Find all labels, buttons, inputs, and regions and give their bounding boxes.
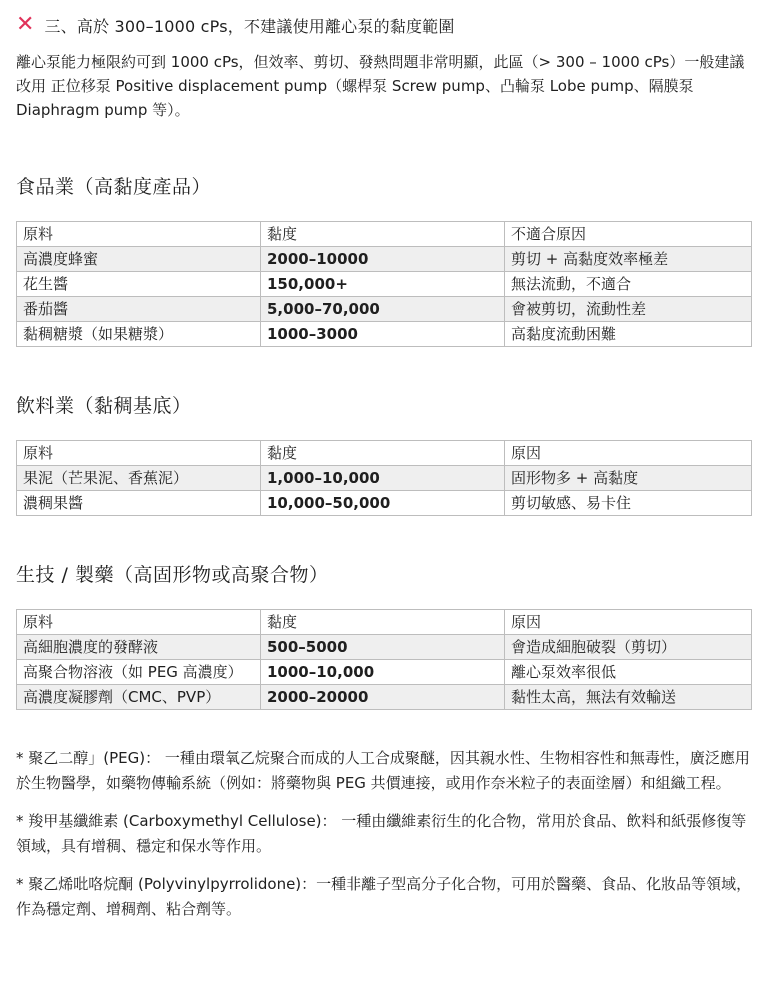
- document: [16, 10, 754, 935]
- section-heading: [16, 10, 754, 40]
- material-cell: 濃稠果醬: [17, 491, 261, 516]
- cross-mark-icon: ✕: [16, 12, 35, 37]
- reason-cell: 固形物多 + 高黏度: [505, 466, 752, 491]
- material-cell: 高細胞濃度的發酵液: [17, 635, 261, 660]
- table-row: [17, 466, 752, 491]
- header-cell: 黏度: [261, 610, 505, 635]
- reason-cell: 剪切敏感、易卡住: [505, 491, 752, 516]
- beverage-table: [16, 440, 752, 516]
- header-cell: 黏度: [261, 441, 505, 466]
- material-cell: 高濃度凝膠劑（CMC、PVP）: [17, 685, 261, 710]
- viscosity-cell: 1000–3000: [261, 322, 505, 347]
- header-cell: 原料: [17, 610, 261, 635]
- material-cell: 番茄醬: [17, 297, 261, 322]
- table-row: [17, 272, 752, 297]
- reason-cell: 黏性太高，無法有效輸送: [505, 685, 752, 710]
- material-cell: 高濃度蜂蜜: [17, 247, 261, 272]
- footnote-cmc: * 羧甲基纖維素 (Carboxymethyl Cellulose)： 一種由纖維素衍生的化合物，常用於食品、飲料和紙張修復等領域，具有增稠、穩定和保水等作用。: [16, 812, 747, 855]
- header-cell: 原料: [17, 441, 261, 466]
- material-cell: 黏稠糖漿（如果糖漿）: [17, 322, 261, 347]
- viscosity-cell: 1,000–10,000: [261, 466, 505, 491]
- material-cell: 花生醬: [17, 272, 261, 297]
- reason-cell: 會造成細胞破裂（剪切）: [505, 635, 752, 660]
- header-cell: 原因: [505, 610, 752, 635]
- footnote-peg: * 聚乙二醇」(PEG)： 一種由環氧乙烷聚合而成的人工合成聚醚，因其親水性、生物相容性和無毒性，廣泛應用於生物醫學，如藥物傳輸系統（例如：將藥物與 PEG 共價連接，或用作奈米粒子的表面塗層）和組織工程。: [16, 749, 750, 792]
- viscosity-cell: 5,000–70,000: [261, 297, 505, 322]
- section-title-beverage: 飲料業（黏稠基底）: [16, 395, 192, 417]
- viscosity-cell: 150,000+: [261, 272, 505, 297]
- header-cell: 不適合原因: [505, 222, 752, 247]
- table-row: [17, 297, 752, 322]
- header-cell: 原因: [505, 441, 752, 466]
- reason-cell: 離心泵效率很低: [505, 660, 752, 685]
- heading-text: 三、高於 300–1000 cPs，不建議使用離心泵的黏度範圍: [44, 16, 455, 36]
- viscosity-cell: 1000–10,000: [261, 660, 505, 685]
- biotech-table: [16, 609, 752, 710]
- header-cell: 黏度: [261, 222, 505, 247]
- viscosity-cell: 500–5000: [261, 635, 505, 660]
- material-cell: 果泥（芒果泥、香蕉泥）: [17, 466, 261, 491]
- header-cell: 原料: [17, 222, 261, 247]
- intro-paragraph: 離心泵能力極限約可到 1000 cPs，但效率、剪切、發熱問題非常明顯，此區（> 300 – 1000 cPs）一般建議改用 正位移泵 Positive displacement pump（螺桿泵 Screw pump、凸輪泵 Lobe pump、隔膜泵 Diaphragm pump 等）。: [16, 53, 745, 119]
- table-header-row: [17, 222, 752, 247]
- reason-cell: 無法流動，不適合: [505, 272, 752, 297]
- section-title-food: 食品業（高黏度產品）: [16, 176, 212, 198]
- table-row: [17, 635, 752, 660]
- table-row: [17, 660, 752, 685]
- table-row: [17, 247, 752, 272]
- table-row: [17, 685, 752, 710]
- reason-cell: 剪切 + 高黏度效率極差: [505, 247, 752, 272]
- table-header-row: [17, 610, 752, 635]
- table-row: [17, 322, 752, 347]
- section-title-biotech: 生技 / 製藥（高固形物或高聚合物）: [16, 564, 329, 586]
- material-cell: 高聚合物溶液（如 PEG 高濃度）: [17, 660, 261, 685]
- viscosity-cell: 2000–20000: [261, 685, 505, 710]
- table-header-row: [17, 441, 752, 466]
- footnotes: [16, 746, 754, 922]
- table-row: [17, 491, 752, 516]
- footnote-pvp: * 聚乙烯吡咯烷酮 (Polyvinylpyrrolidone)：一種非離子型高分子化合物，可用於醫藥、食品、化妝品等領域，作為穩定劑、增稠劑、粘合劑等。: [16, 875, 752, 918]
- viscosity-cell: 2000–10000: [261, 247, 505, 272]
- viscosity-cell: 10,000–50,000: [261, 491, 505, 516]
- reason-cell: 高黏度流動困難: [505, 322, 752, 347]
- food-table: [16, 221, 752, 347]
- reason-cell: 會被剪切，流動性差: [505, 297, 752, 322]
